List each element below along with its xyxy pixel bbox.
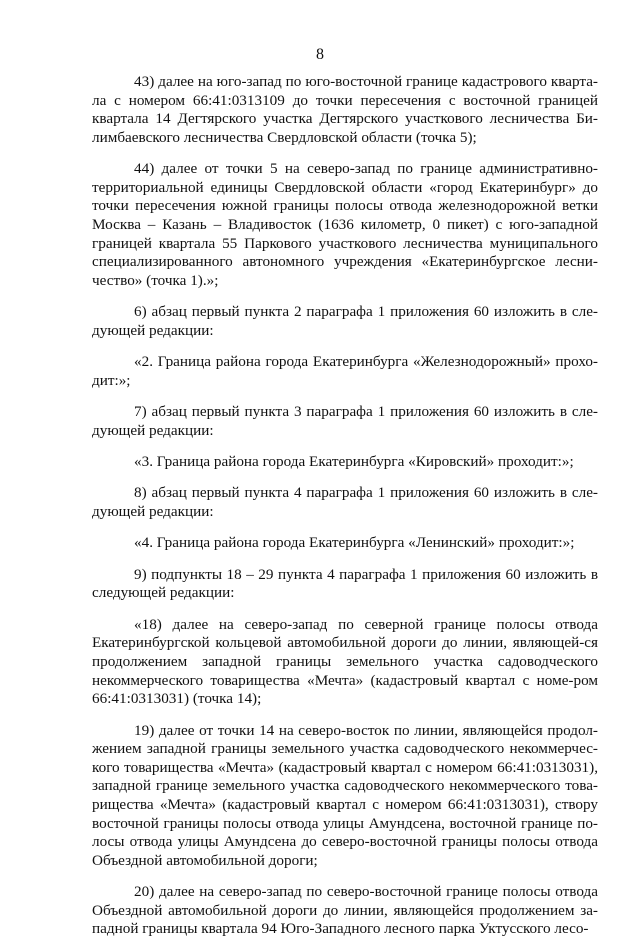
paragraph-18: «18) далее на северо-запад по северной границе полосы отвода Екатеринбургской кольцевой автомобильной дороги до линии, являющей-ся продолжением западной границы земельного участка садоводческого некоммерческого товарищества «Мечта» (кадастровый квартал с номе-ром 66:41:0313031) (точка 14); (92, 615, 598, 708)
paragraph-item-8: 8) абзац первый пункта 4 параграфа 1 приложения 60 изложить в сле-дующей редакции: (92, 484, 598, 521)
paragraph-20: 20) далее на северо-запад по северо-восточной границе полосы отвода Объездной автомобильной дороги до линии, являющейся продолжением за-падной границы квартала 94 Юго-Западного лесного парка Уктусского лесо- (92, 883, 598, 938)
paragraph-43: 43) далее на юго-запад по юго-восточной границе кадастрового кварта-ла с номером 66:41:0313109 до точки пересечения с восточной границей квартала 14 Дегтярского участка Дегтярского участкового лесничества Би-лимбаевского лесничества Свердловской области (точка 5); (92, 73, 598, 146)
paragraph-19: 19) далее от точки 14 на северо-восток по линии, являющейся продол-жением западной границы земельного участка садоводческого некоммерчес-кого товарищества «Мечта» (кадастровый квартал с номером 66:41:0313031), западной границе земельного участка садоводческого некоммерческого това-рищества «Мечта» (кадастровый квартал с номером 66:41:0313031), створу восточной границы полосы отвода улицы Амундсена, восточной границе по-лосы отвода улицы Амундсена до северо-восточной границы полосы отвода Объездной автомобильной дороги; (92, 721, 598, 869)
paragraph-quote-4: «4. Граница района города Екатеринбурга «Ленинский» проходит:»; (134, 534, 575, 552)
paragraph-item-9: 9) подпункты 18 – 29 пункта 4 параграфа 1 приложения 60 изложить в следующей редакции: (92, 565, 598, 602)
document-body (92, 73, 598, 939)
paragraph-quote-3: «3. Граница района города Екатеринбурга «Кировский» проходит:»; (134, 453, 574, 471)
paragraph-quote-2: «2. Граница района города Екатеринбурга «Железнодорожный» прохо-дит:»; (92, 353, 598, 389)
paragraph-item-6: 6) абзац первый пункта 2 параграфа 1 приложения 60 изложить в сле-дующей редакции: (92, 303, 598, 339)
paragraph-44: 44) далее от точки 5 на северо-запад по границе административно-территориальной единицы Свердловской области «город Екатеринбург» до точки пересечения южной границы полосы отвода железнодорожной ветки Москва – Казань – Владивосток (1636 километр, 0 пикет) с юго-западной границей квартала 55 Паркового участкового лесничества муниципального специализированного автономного учреждения «Екатеринбургское лесни-чество» (точка 1).»; (92, 160, 598, 289)
page-number: 8 (316, 46, 324, 63)
paragraph-item-7: 7) абзац первый пункта 3 параграфа 1 приложения 60 изложить в сле-дующей редакции: (92, 403, 598, 439)
